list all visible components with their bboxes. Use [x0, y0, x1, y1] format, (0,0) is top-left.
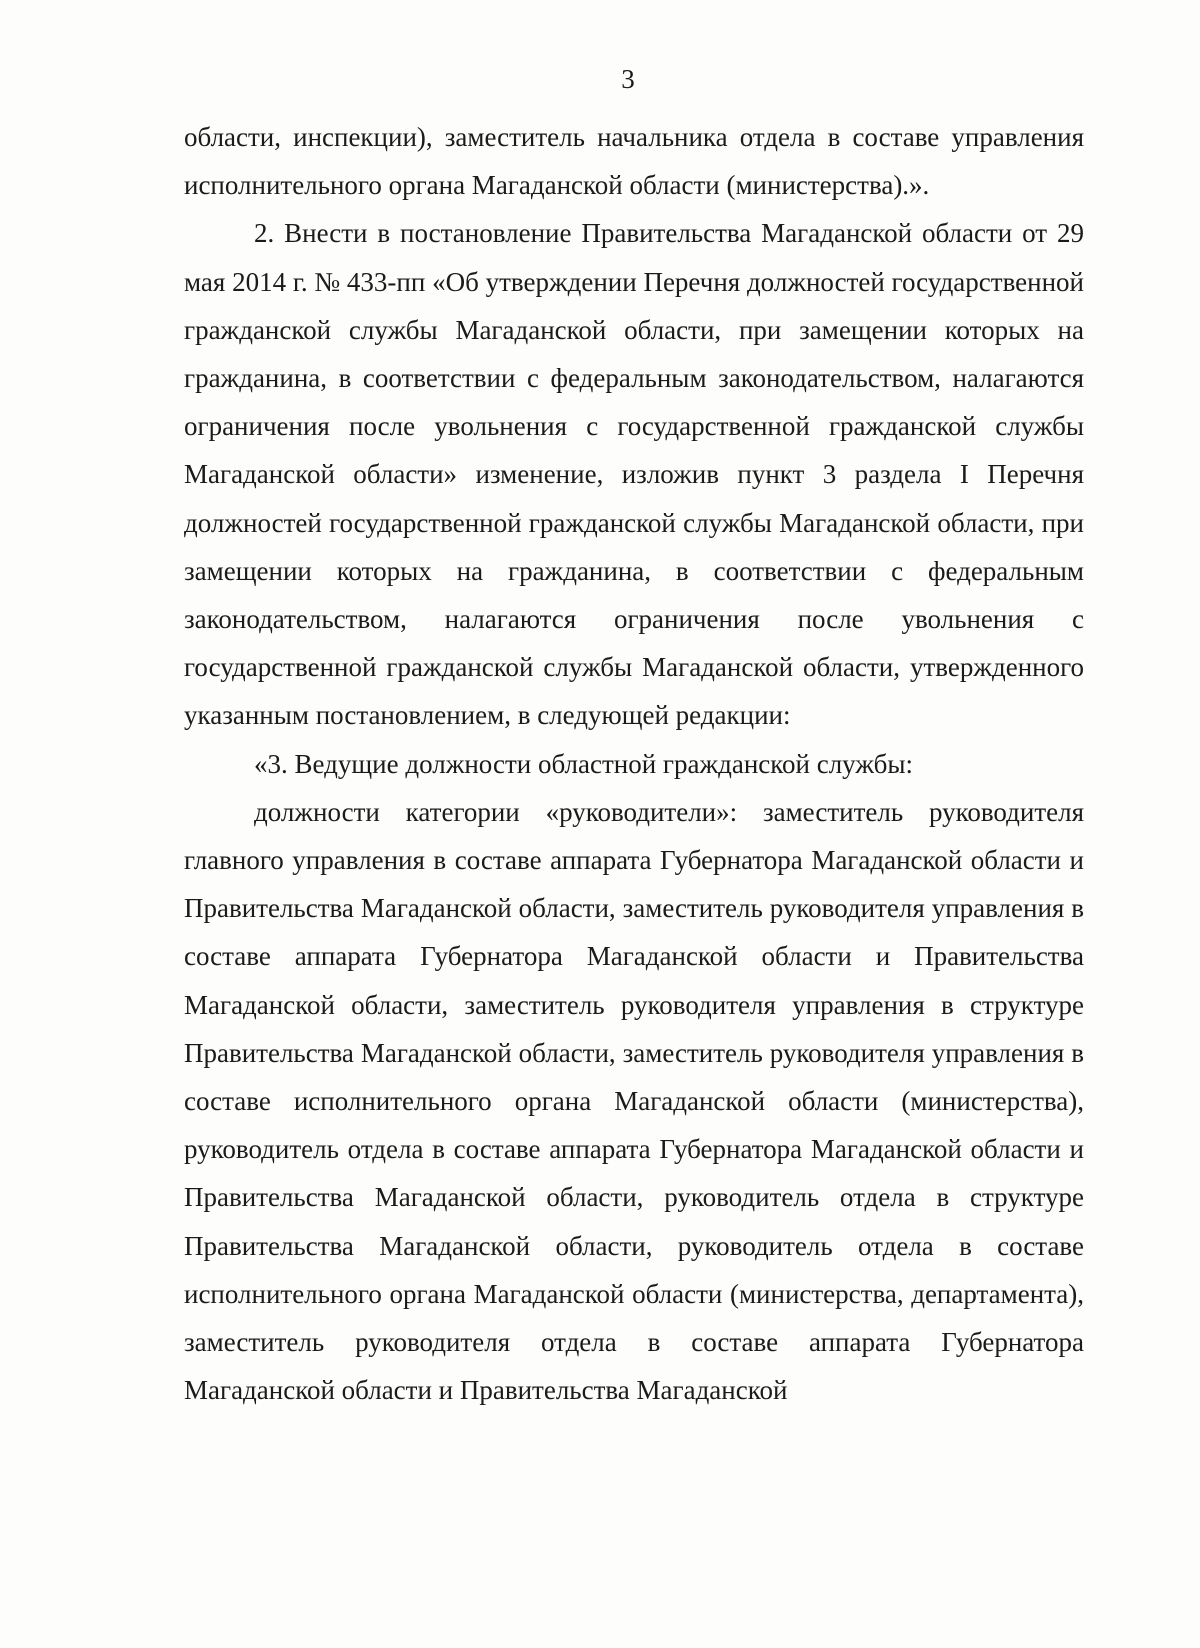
paragraph-managers-category: должности категории «руководители»: заместитель руководителя главного управления в составе аппарата Губернатора Магаданской области и Правительства Магаданской области, заместитель руководителя управления в составе аппарата Губернатора Магаданской области и Правительства Магаданской области, заместитель руководителя управления в структуре Правительства Магаданской области, заместитель руководителя управления в составе исполнительного органа Магаданской области (министерства), руководитель отдела в составе аппарата Губернатора Магаданской области и Правительства Магаданской области, руководитель отдела в структуре Правительства Магаданской области, руководитель отдела в составе исполнительного органа Магаданской области (министерства, департамента), заместитель руководителя отдела в составе аппарата Губернатора Магаданской области и Правительства Магаданской — [184, 796, 1084, 1406]
page-number: 3 — [621, 64, 635, 94]
paragraph-item-2: 2. Внести в постановление Правительства Магаданской области от 29 мая 2014 г. № 433-пп «Об утверждении Перечня должностей государственной гражданской службы Магаданской области, при замещении которых на гражданина, в соответствии с федеральным законодательством, налагаются ограничения после увольнения с государственной гражданской службы Магаданской области» изменение, изложив пункт 3 раздела I Перечня должностей государственной гражданской службы Магаданской области, при замещении которых на гражданина, в соответствии с федеральным законодательством, налагаются ограничения после увольнения с государственной гражданской службы Магаданской области, утвержденного указанным постановлением, в следующей редакции: — [184, 218, 1084, 731]
paragraph-continuation: области, инспекции), заместитель начальника отдела в составе управления исполнительного органа Магаданской области (министерства).». — [184, 122, 1084, 201]
document-body — [184, 113, 1084, 1414]
paragraph-item-3-heading: «3. Ведущие должности областной гражданской службы: — [254, 748, 914, 779]
